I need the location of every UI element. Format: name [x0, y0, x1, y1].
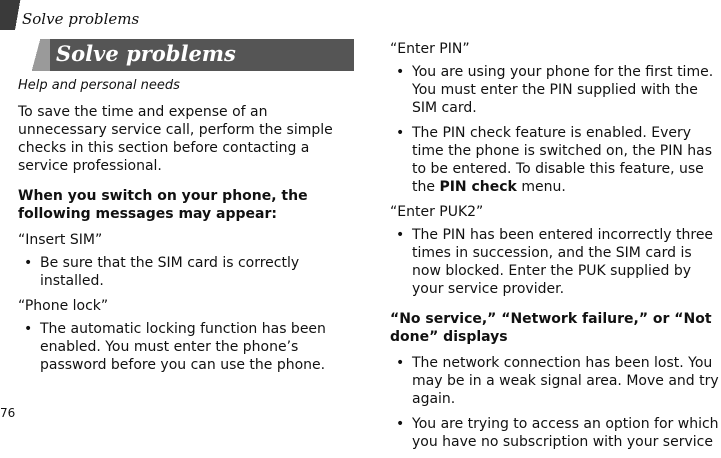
intro-paragraph: To save the time and expense of an unnecessary service call, perform the simple checks in this section before contacting a service professional.	[18, 104, 333, 174]
right-column	[390, 40, 720, 458]
pin-check-menu-name: PIN check	[439, 179, 517, 195]
insert-sim-message: “Insert SIM”	[18, 232, 103, 248]
enter-pin-message: “Enter PIN”	[390, 41, 470, 57]
running-header	[0, 0, 160, 30]
title-notch-decoration	[32, 39, 50, 71]
no-service-heading: “No service,” “Network failure,” or “Not done” displays	[390, 311, 712, 345]
insert-sim-bullet: • Be sure that the SIM card is correctly installed.	[18, 254, 348, 290]
pin-check-bullet-tail: menu.	[516, 179, 566, 195]
page-number: 76	[0, 406, 16, 420]
pin-check-bullet-text: The PIN check feature is enabled. Every time the phone is switched on, the PIN has to be entered. To disable this feature, use the	[412, 125, 713, 195]
enter-pin-bullet-first-time: • You are using your phone for the first time. You must enter the PIN supplied with the SIM card.	[390, 63, 720, 117]
left-column	[18, 103, 348, 381]
section-subtitle: Help and personal needs	[18, 78, 180, 93]
enter-pin-bullet-pin-check	[390, 124, 720, 196]
enter-puk2-message: “Enter PUK2”	[390, 204, 484, 220]
section-title: Solve problems	[56, 41, 236, 66]
no-service-bullet-connection: • The network connection has been lost. You may be in a weak signal area. Move and try again.	[390, 354, 720, 408]
no-service-bullet-subscription: • You are trying to access an option for which you have no subscription with your service	[390, 415, 720, 451]
running-header-title: Solve problems	[22, 10, 140, 28]
switch-on-heading: When you switch on your phone, the following messages may appear:	[18, 188, 308, 222]
phone-lock-bullet: • The automatic locking function has been enabled. You must enter the phone’s password before you can use the phone.	[18, 320, 348, 374]
phone-lock-message: “Phone lock”	[18, 298, 109, 314]
enter-puk2-bullet: • The PIN has been entered incorrectly three times in succession, and the SIM card is now blocked. Enter the PUK supplied by your service provider.	[390, 226, 720, 298]
section-title-bar	[32, 39, 354, 71]
